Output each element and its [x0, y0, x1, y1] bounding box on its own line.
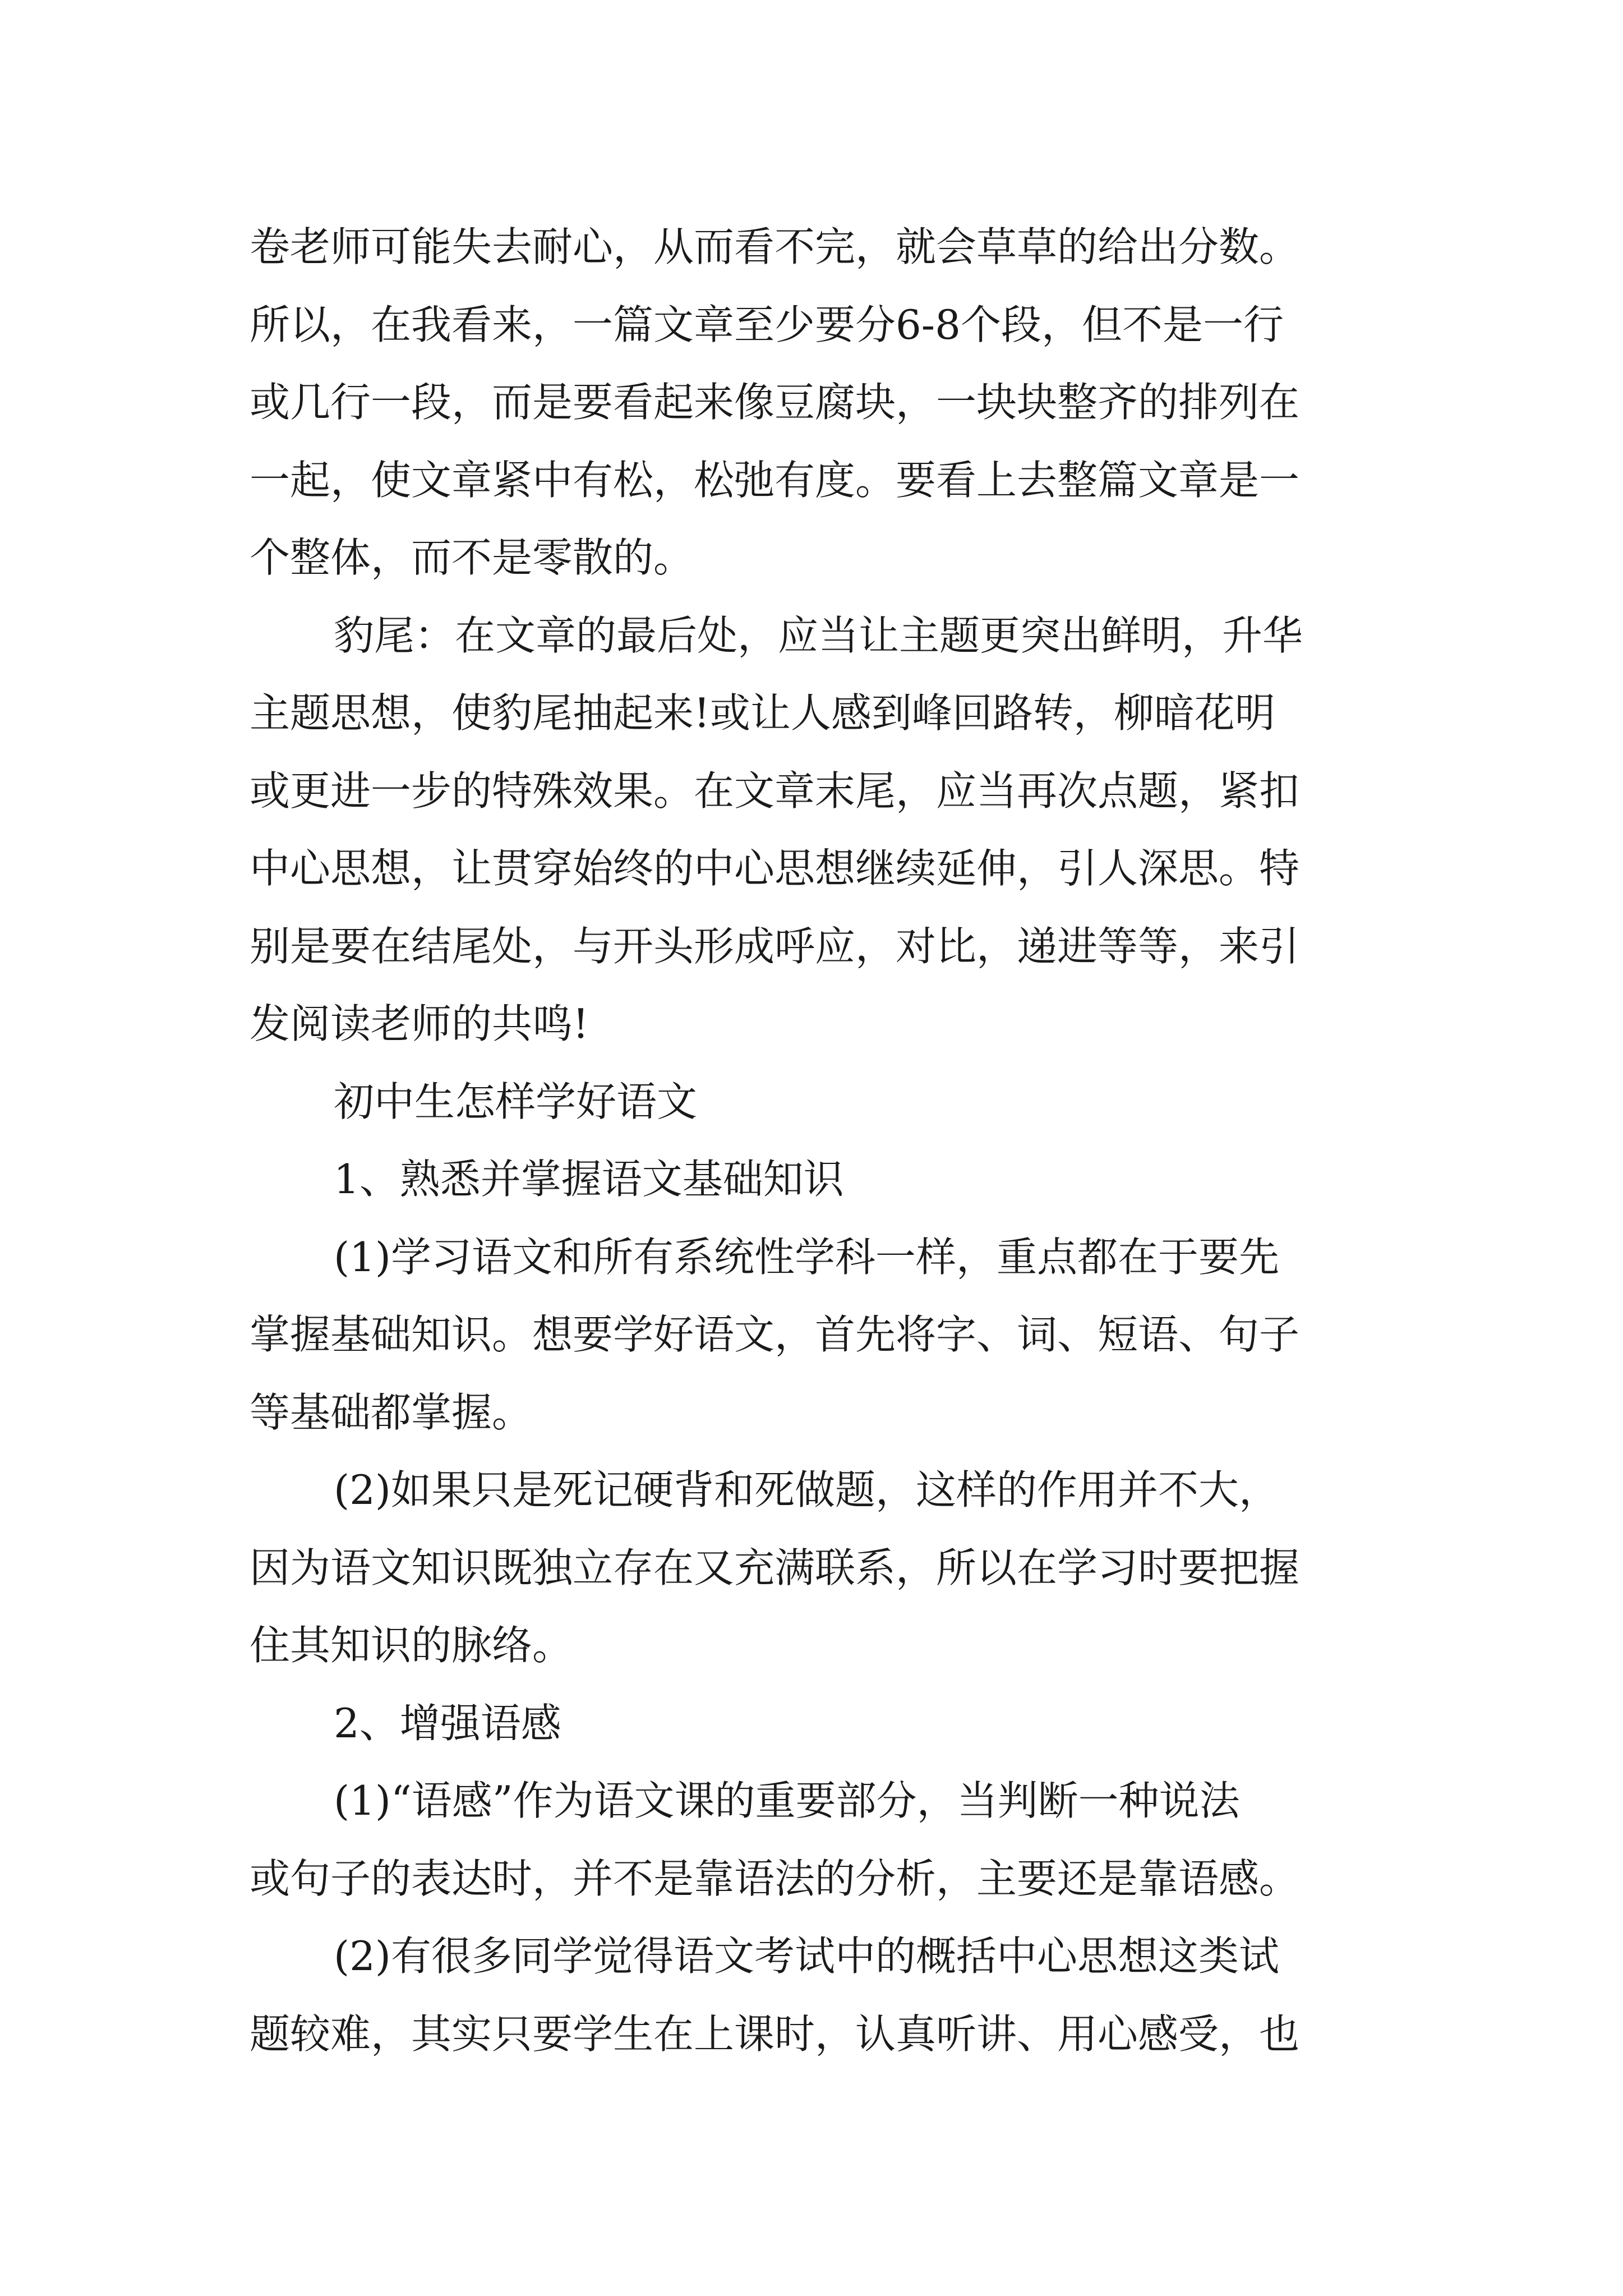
- text-line-10: 别是要在结尾处，与开头形成呼应，对比，递进等等，来引: [250, 922, 1300, 970]
- paragraph-2-2-start: (2)有很多同学觉得语文考试中的概括中心思想这类试: [334, 1932, 1279, 1980]
- text-line-22: 或句子的表达时，并不是靠语法的分析，主要还是靠语感。: [250, 1855, 1300, 1902]
- paragraph-2-1-start: (1)“语感”作为语文课的重要部分，当判断一种说法: [334, 1777, 1240, 1824]
- paragraph-1-1-start: (1)学习语文和所有系统性学科一样，重点都在于要先: [334, 1233, 1279, 1281]
- text-line-4: 一起，使文章紧中有松，松弛有度。要看上去整篇文章是一: [250, 456, 1300, 504]
- paragraph-1-2-start: (2)如果只是死记硬背和死做题，这样的作用并不大，: [334, 1466, 1279, 1513]
- subheading-2: 2、增强语感: [334, 1699, 561, 1747]
- section-heading: 初中生怎样学好语文: [334, 1078, 698, 1125]
- text-line-18: 因为语文知识既独立存在又充满联系，所以在学习时要把握: [250, 1544, 1300, 1591]
- text-line-19: 住其知识的脉络。: [250, 1622, 573, 1669]
- text-line-5: 个整体，而不是零散的。: [250, 534, 694, 581]
- text-line-15: 掌握基础知识。想要学好语文，首先将字、词、短语、句子: [250, 1311, 1300, 1358]
- text-line-16: 等基础都掌握。: [250, 1388, 533, 1436]
- text-line-7: 主题思想，使豹尾抽起来!或让人感到峰回路转，柳暗花明: [250, 689, 1275, 737]
- subheading-1: 1、熟悉并掌握语文基础知识: [334, 1156, 844, 1203]
- text-line-9: 中心思想，让贯穿始终的中心思想继续延伸，引人深思。特: [250, 845, 1300, 892]
- text-line-8: 或更进一步的特殊效果。在文章末尾，应当再次点题，紧扣: [250, 767, 1300, 815]
- paragraph-leopard-tail-start: 豹尾：在文章的最后处，应当让主题更突出鲜明，升华: [334, 611, 1303, 659]
- text-line-2: 所以，在我看来，一篇文章至少要分6-8个段，但不是一行: [250, 301, 1284, 348]
- text-line-24: 题较难，其实只要学生在上课时，认真听讲、用心感受，也: [250, 2010, 1300, 2058]
- document-body: [250, 208, 1388, 2073]
- text-line-1: 卷老师可能失去耐心，从而看不完，就会草草的给出分数。: [250, 223, 1300, 270]
- text-line-3: 或几行一段，而是要看起来像豆腐块，一块块整齐的排列在: [250, 379, 1300, 426]
- text-line-11: 发阅读老师的共鸣!: [250, 1000, 589, 1047]
